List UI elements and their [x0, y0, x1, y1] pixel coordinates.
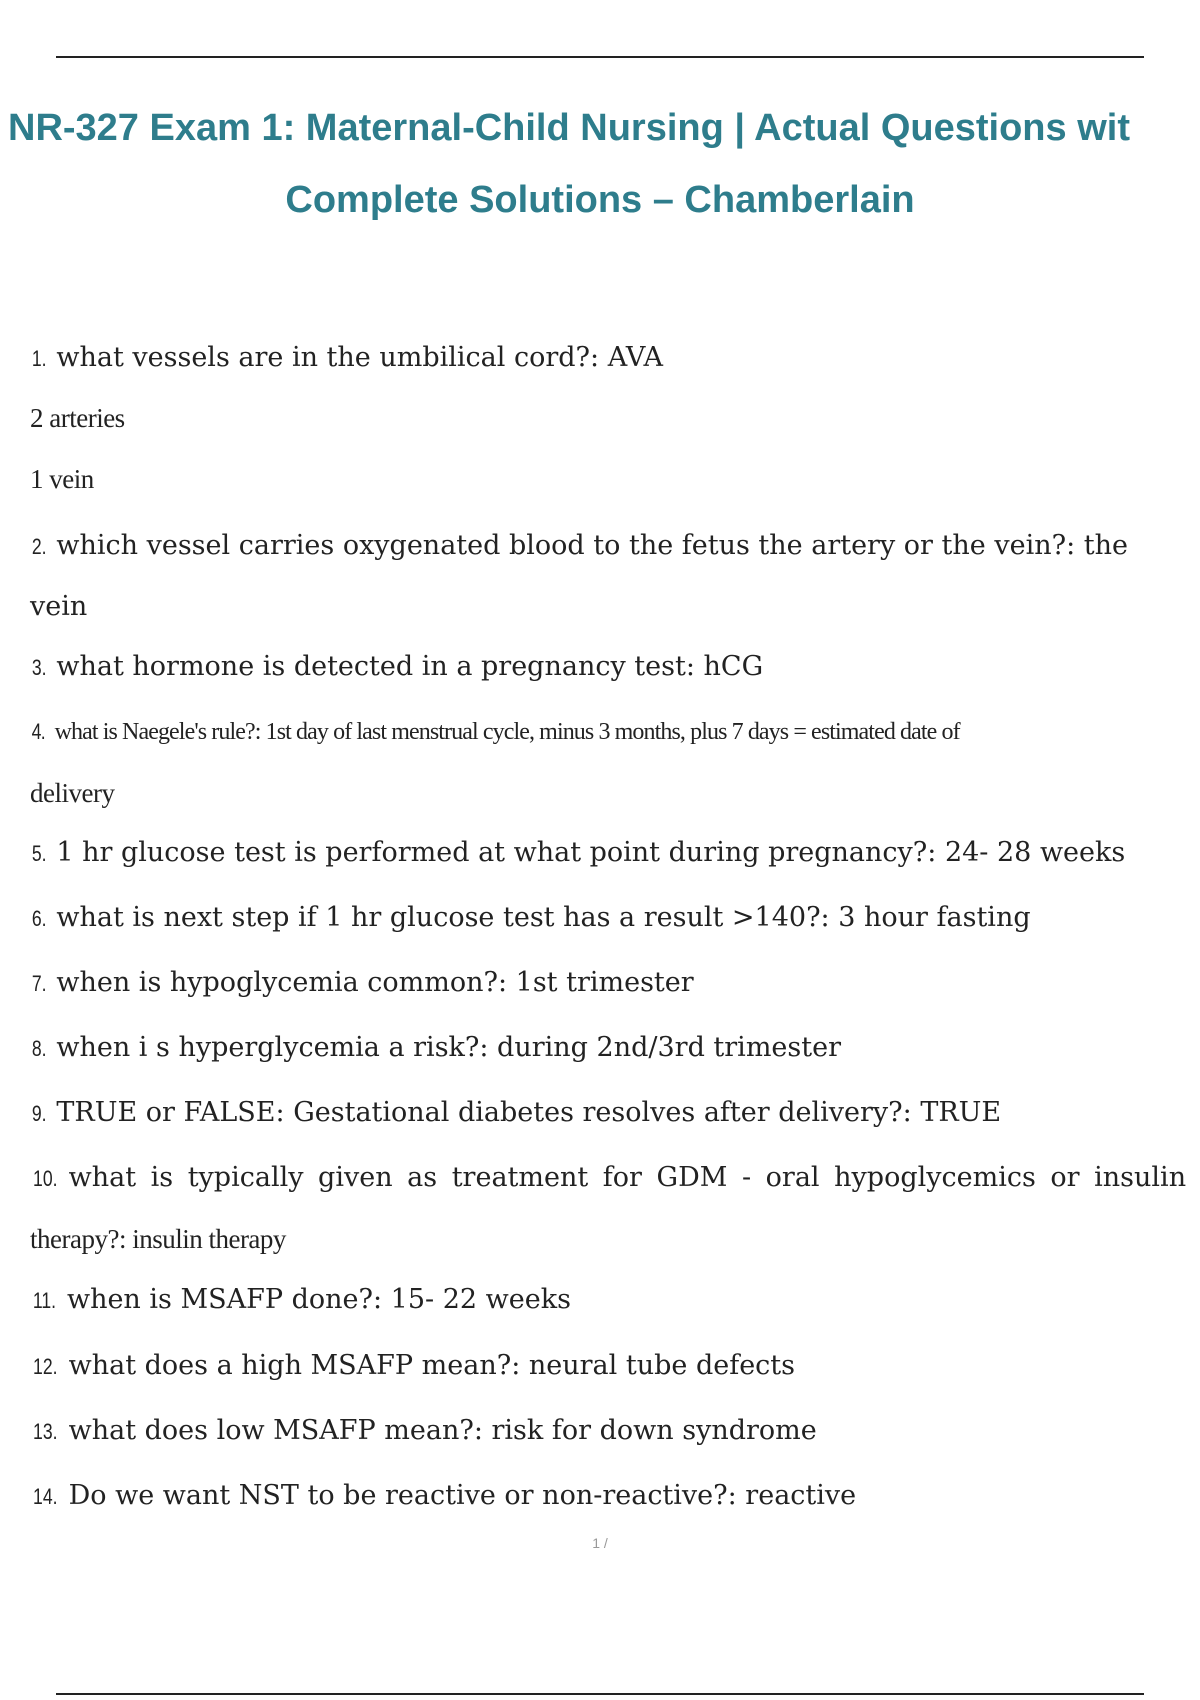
list-item	[30, 1413, 1195, 1450]
document-title	[0, 92, 1200, 236]
list-item	[30, 900, 1195, 937]
list-item	[30, 1348, 1195, 1385]
item-text: when is hypoglycemia common?: 1st trimester	[56, 967, 694, 998]
item-number: 14.	[33, 1484, 58, 1509]
item-text: 2 arteries	[30, 403, 125, 433]
list-item	[30, 649, 1195, 686]
page-number: 1 /	[592, 1535, 608, 1551]
item-number: 7.	[31, 971, 47, 996]
item-number: 1.	[31, 346, 47, 371]
item-number: 10.	[33, 1166, 58, 1191]
bottom-rule	[56, 1693, 1144, 1695]
item-text: what vessels are in the umbilical cord?: AVA	[56, 342, 664, 373]
item-number: 9.	[31, 1101, 47, 1126]
item-text: what does a high MSAFP mean?: neural tube defects	[68, 1350, 796, 1381]
list-item	[30, 1478, 1195, 1515]
list-item	[30, 1095, 1195, 1132]
list-item	[30, 1282, 1195, 1319]
item-text: which vessel carries oxygenated blood to the fetus the artery or the vein?: the	[56, 530, 1128, 561]
list-item	[30, 461, 1195, 497]
item-text: what is next step if 1 hr glucose test has a result >140?: 3 hour fasting	[56, 902, 1031, 933]
item-text: delivery	[30, 778, 115, 808]
item-text: therapy?: insulin therapy	[30, 1224, 286, 1254]
list-item	[30, 1030, 1195, 1067]
list-item	[30, 1221, 1195, 1257]
item-text: what hormone is detected in a pregnancy test: hCG	[56, 651, 764, 682]
list-item	[30, 528, 1195, 565]
item-number: 12.	[33, 1354, 58, 1379]
item-number: 6.	[31, 906, 47, 931]
item-number: 11.	[32, 1288, 57, 1313]
item-text: vein	[30, 591, 88, 622]
top-rule	[56, 56, 1144, 58]
title-line-2: Complete Solutions – Chamberlain	[285, 179, 915, 221]
item-number: 13.	[33, 1419, 58, 1444]
item-text: 1 vein	[30, 464, 94, 494]
item-text: what is typically given as treatment for GDM - oral hypoglycemics or insulin	[68, 1162, 1187, 1193]
list-item	[30, 835, 1195, 872]
list-item	[30, 589, 1195, 625]
item-text: TRUE or FALSE: Gestational diabetes resolves after delivery?: TRUE	[56, 1097, 1002, 1128]
list-item	[30, 1160, 1195, 1197]
list-item	[30, 775, 1195, 811]
item-text: 1 hr glucose test is performed at what point during pregnancy?: 24- 28 weeks	[56, 837, 1126, 868]
item-number: 5.	[31, 841, 47, 866]
item-text: what does low MSAFP mean?: risk for down syndrome	[68, 1415, 817, 1446]
item-text: what is Naegele's rule?: 1st day of last menstrual cycle, minus 3 months, plus 7 days = estimated date of	[54, 719, 960, 745]
item-number: 2.	[31, 534, 47, 559]
item-number: 4.	[31, 719, 45, 744]
list-item	[30, 400, 1195, 436]
list-item	[30, 340, 1195, 377]
item-text: when is MSAFP done?: 15- 22 weeks	[66, 1284, 571, 1315]
title-line-1: NR-327 Exam 1: Maternal-Child Nursing | Actual Questions wit	[8, 107, 1130, 149]
item-number: 3.	[31, 655, 47, 680]
item-text: when i s hyperglycemia a risk?: during 2nd/3rd trimester	[56, 1032, 841, 1063]
list-item	[30, 965, 1195, 1002]
item-text: Do we want NST to be reactive or non-reactive?: reactive	[68, 1480, 857, 1511]
list-item	[30, 714, 1195, 750]
item-number: 8.	[31, 1036, 47, 1061]
